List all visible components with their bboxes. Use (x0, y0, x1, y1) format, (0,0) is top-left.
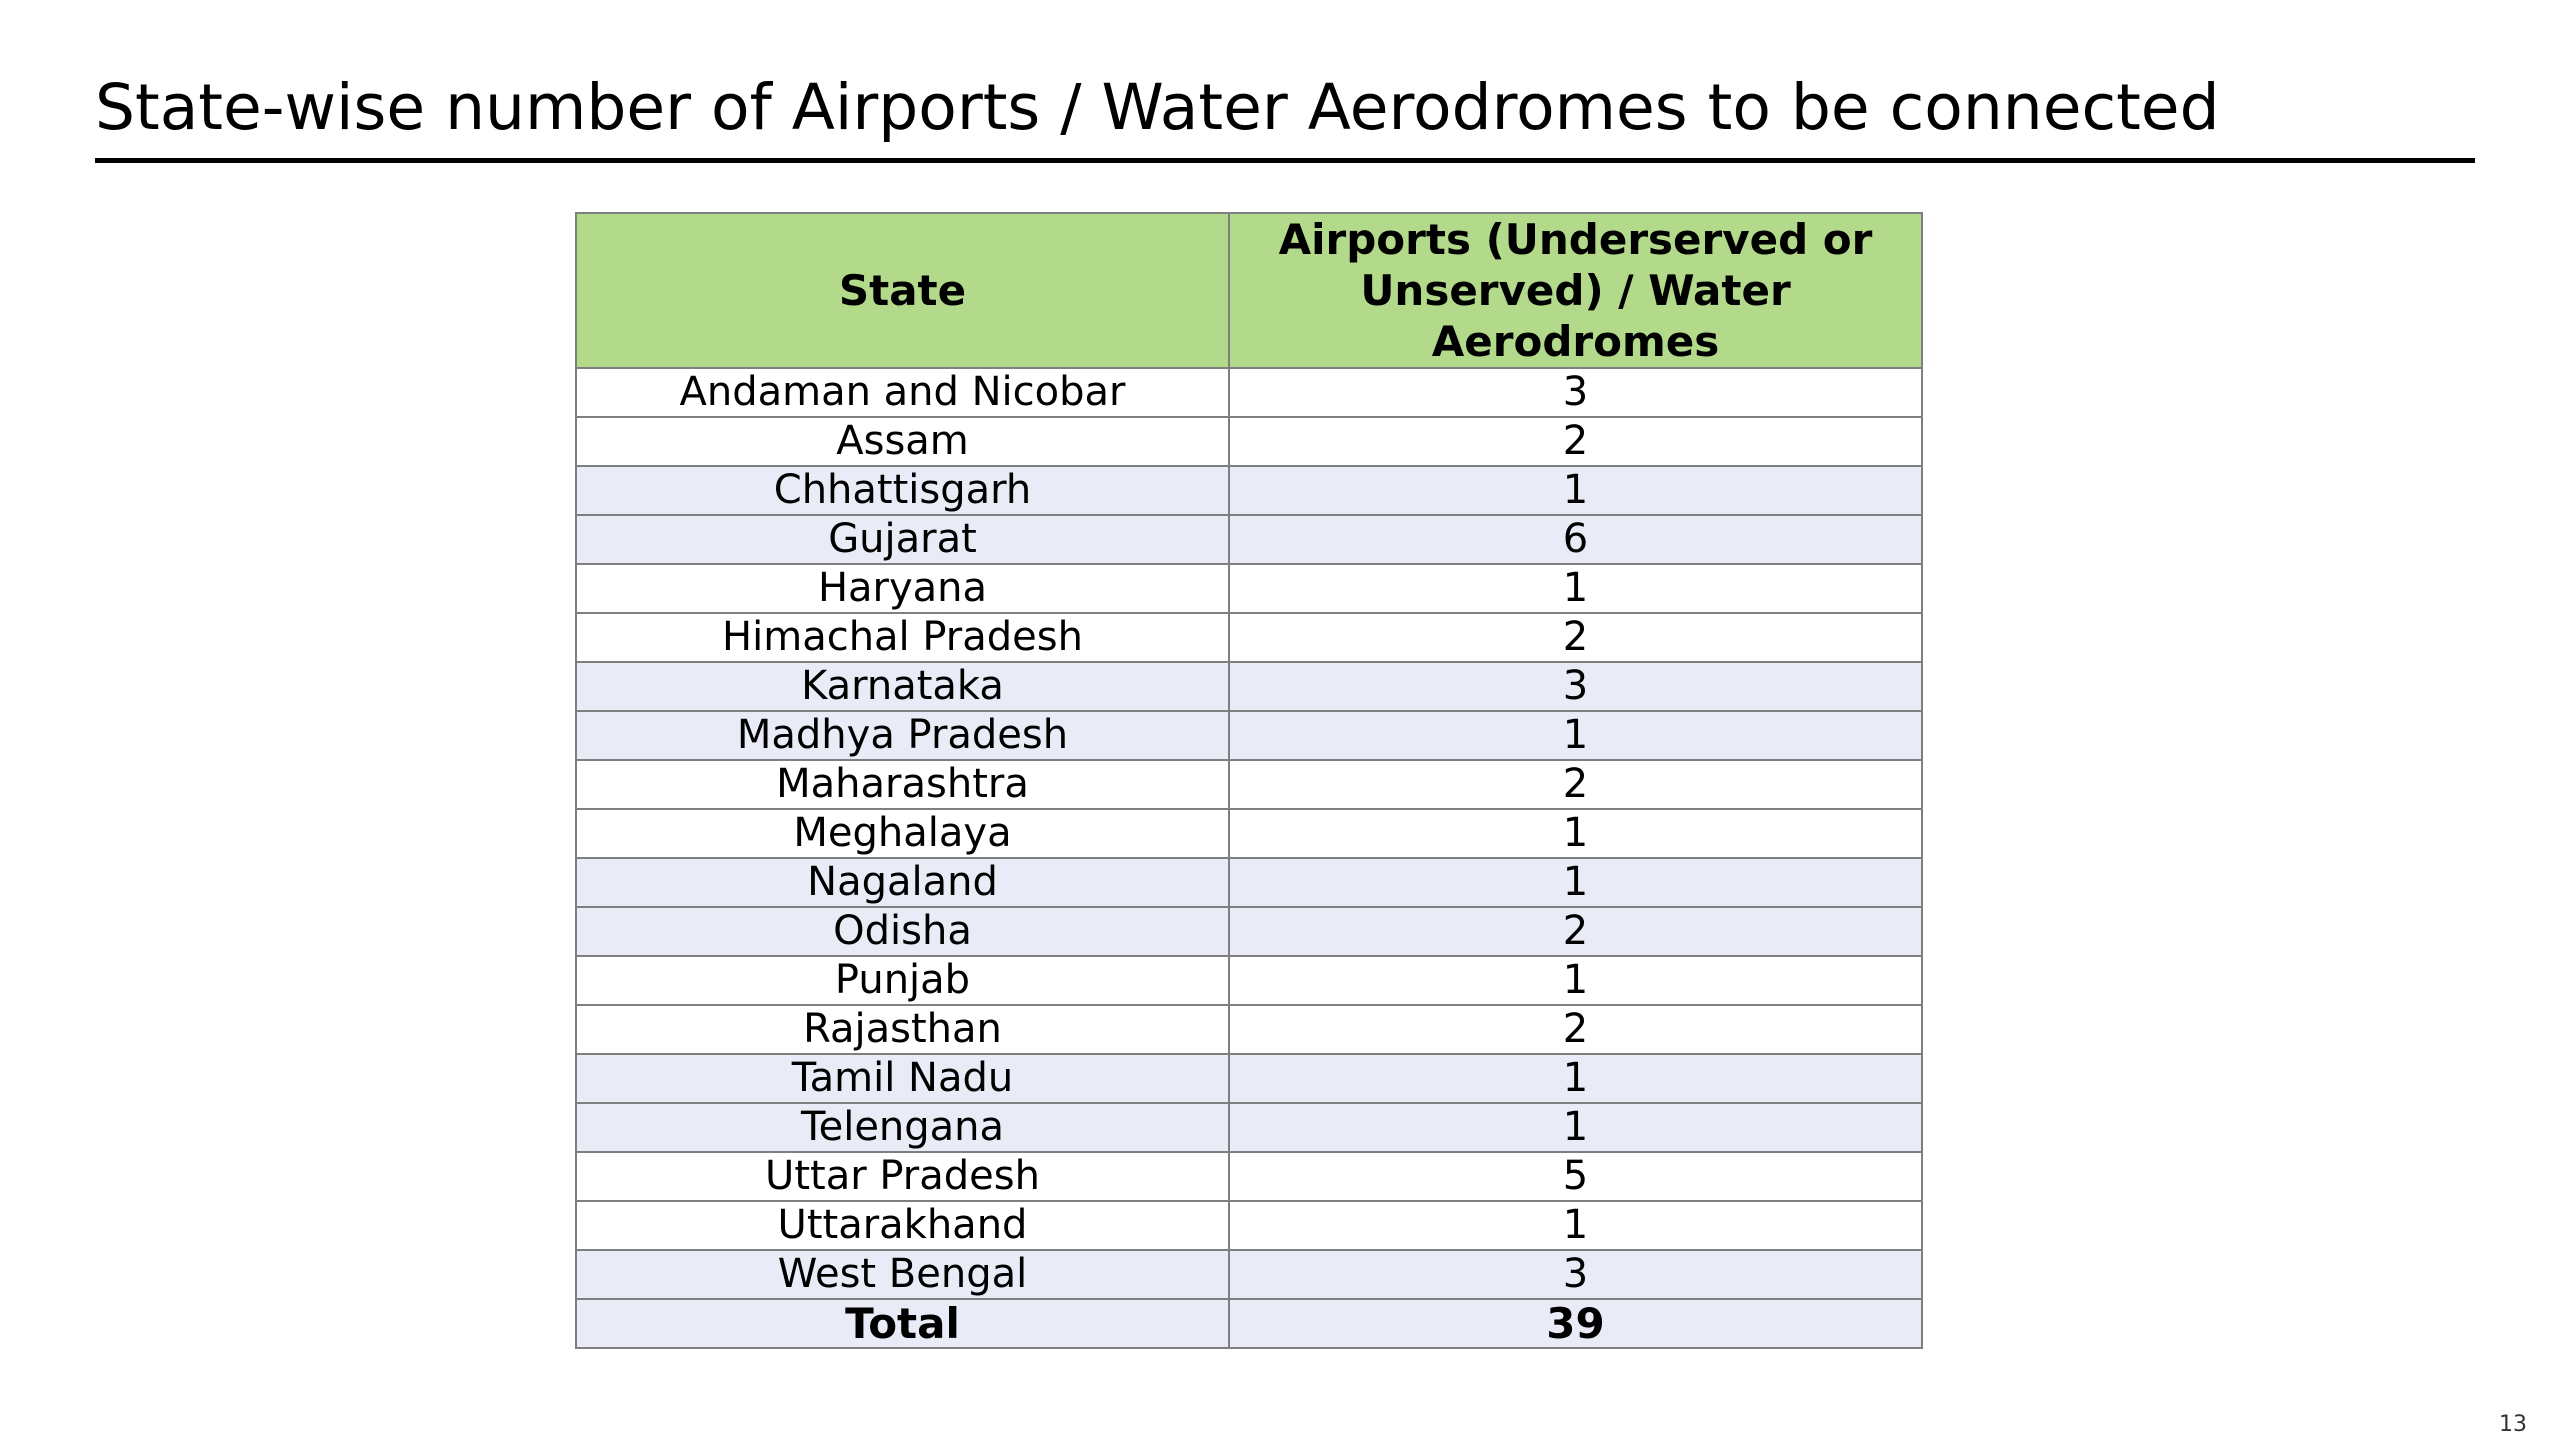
airport-count-cell: 2 (1229, 907, 1922, 956)
table-row (576, 1103, 1922, 1152)
state-cell: Haryana (576, 564, 1229, 613)
airports-table (575, 212, 1923, 1349)
airport-count-cell: 1 (1229, 858, 1922, 907)
state-cell: Gujarat (576, 515, 1229, 564)
airport-count-cell: 1 (1229, 1103, 1922, 1152)
state-cell: Uttar Pradesh (576, 1152, 1229, 1201)
table-row (576, 515, 1922, 564)
table-row (576, 368, 1922, 417)
state-cell: Andaman and Nicobar (576, 368, 1229, 417)
airport-count-cell: 1 (1229, 466, 1922, 515)
column-header-airport-count: Airports (Underserved or Unserved) / Water Aerodromes (1229, 213, 1922, 368)
table-row (576, 417, 1922, 466)
airport-count-cell: 1 (1229, 711, 1922, 760)
table-row (576, 858, 1922, 907)
airport-count-cell: 1 (1229, 809, 1922, 858)
state-cell: Madhya Pradesh (576, 711, 1229, 760)
airport-count-cell: 1 (1229, 956, 1922, 1005)
table-row (576, 1152, 1922, 1201)
slide-title: State-wise number of Airports / Water Aerodromes to be connected (95, 71, 2220, 144)
airport-count-cell: 2 (1229, 1005, 1922, 1054)
table-row (576, 662, 1922, 711)
airport-count-cell: 1 (1229, 1201, 1922, 1250)
state-cell: Tamil Nadu (576, 1054, 1229, 1103)
state-cell: Chhattisgarh (576, 466, 1229, 515)
state-cell: Punjab (576, 956, 1229, 1005)
table-row (576, 1201, 1922, 1250)
airport-count-cell: 2 (1229, 760, 1922, 809)
table-row (576, 809, 1922, 858)
table-row (576, 956, 1922, 1005)
airport-count-cell: 2 (1229, 613, 1922, 662)
state-cell: Telengana (576, 1103, 1229, 1152)
table-body (576, 368, 1922, 1299)
state-cell: Karnataka (576, 662, 1229, 711)
table-row (576, 1250, 1922, 1299)
state-cell: Meghalaya (576, 809, 1229, 858)
total-label: Total (576, 1299, 1229, 1348)
state-cell: Himachal Pradesh (576, 613, 1229, 662)
airport-count-cell: 6 (1229, 515, 1922, 564)
airport-count-cell: 2 (1229, 417, 1922, 466)
state-cell: West Bengal (576, 1250, 1229, 1299)
page-number: 13 (2499, 1412, 2527, 1437)
airports-table-container (575, 212, 1921, 1349)
state-cell: Maharashtra (576, 760, 1229, 809)
table-total-row (576, 1299, 1922, 1348)
table-row (576, 613, 1922, 662)
airport-count-cell: 1 (1229, 1054, 1922, 1103)
table-row (576, 466, 1922, 515)
state-cell: Uttarakhand (576, 1201, 1229, 1250)
airport-count-cell: 3 (1229, 368, 1922, 417)
table-row (576, 711, 1922, 760)
airport-count-cell: 5 (1229, 1152, 1922, 1201)
table-row (576, 1054, 1922, 1103)
table-row (576, 907, 1922, 956)
table-row (576, 1005, 1922, 1054)
state-cell: Nagaland (576, 858, 1229, 907)
total-value: 39 (1229, 1299, 1922, 1348)
airport-count-cell: 3 (1229, 662, 1922, 711)
column-header-state: State (576, 213, 1229, 368)
airport-count-cell: 3 (1229, 1250, 1922, 1299)
airport-count-cell: 1 (1229, 564, 1922, 613)
state-cell: Assam (576, 417, 1229, 466)
state-cell: Rajasthan (576, 1005, 1229, 1054)
table-row (576, 564, 1922, 613)
title-divider (95, 158, 2475, 163)
table-header-row (576, 213, 1922, 368)
table-row (576, 760, 1922, 809)
state-cell: Odisha (576, 907, 1229, 956)
